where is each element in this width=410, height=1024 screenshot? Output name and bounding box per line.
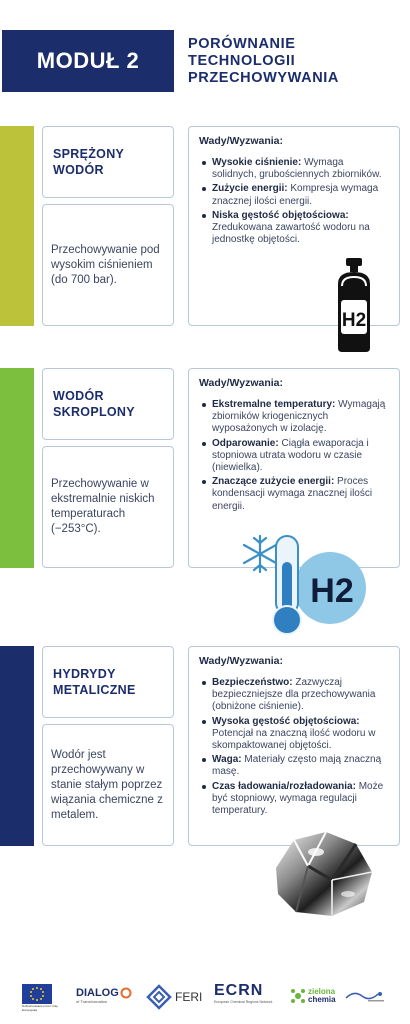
zielona-line: chemia [308, 995, 336, 1004]
item-label: Zużycie energii: [212, 183, 288, 195]
item-text: Ciągła ewaporacja i stopniowa utrata wodoru w czasie (niewielka). [212, 437, 369, 474]
footer-logos [0, 978, 410, 1020]
section-name-line: HYDRYDY [53, 667, 116, 681]
eu-caption: Dofinansowane przez Unię Europejską [22, 1004, 58, 1012]
ecrn-logo [214, 982, 272, 1004]
section-name-line: WODÓR [53, 389, 104, 403]
item-text: Materiały często mają znaczną masę. [212, 754, 382, 778]
section-stripe-navy [0, 646, 34, 846]
section-description-card [42, 724, 174, 846]
eu-logo [22, 984, 62, 1012]
cold-thermometer-h2-icon [240, 528, 370, 640]
h2-gas-cylinder-icon [328, 256, 380, 354]
feri-emblem-icon [146, 984, 172, 1010]
section-description-card [42, 446, 174, 568]
list-item [199, 781, 389, 818]
section-stripe-green [0, 368, 34, 568]
challenges-list [199, 677, 389, 817]
item-label: Waga: [212, 754, 242, 766]
subtitle-line: PRZECHOWYWANIA [188, 70, 339, 86]
zielona-chemia-logo [290, 988, 336, 1004]
module-badge [2, 30, 174, 92]
ecrn-caption: European Chemical Regions Network [214, 1000, 273, 1004]
challenges-list [199, 399, 389, 513]
item-label: Bezpieczeństwo: [212, 677, 293, 688]
dialog-wordmark: DIALOG [76, 987, 119, 999]
list-item [199, 716, 389, 753]
item-text: Wymagają zbiorników kriogenicznych wyposażonych w izolację. [212, 399, 386, 435]
eu-flag-icon [22, 984, 52, 1004]
section-description: Wodór jest przechowywany w stanie stałym poprzez wiązania chemiczne z metalem. [51, 748, 163, 821]
snowflake-icon [244, 536, 276, 572]
icon-label: H2 [341, 310, 367, 331]
dialog-ring-icon [120, 987, 132, 999]
list-item [199, 754, 389, 778]
item-label: Ekstremalne temperatury: [212, 399, 336, 410]
subtitle-line: PORÓWNANIE [188, 36, 296, 52]
molecule-icon [290, 988, 306, 1004]
section-name [53, 666, 136, 698]
item-label: Niska gęstość objętościowa: [212, 209, 349, 221]
item-text: Może być stopniowy, wymaga regulacji temperatury. [212, 780, 384, 817]
section-name-line: SKROPLONY [53, 405, 135, 419]
section-name-line: SPRĘŻONY [53, 147, 125, 161]
item-text: Proces kondensacji wymaga znacznej ilości energii. [212, 476, 373, 512]
ecrn-wordmark: ECRN [214, 982, 264, 999]
dialog-caption: of Transformation [76, 999, 108, 1004]
item-text: Wymaga solidnych, grubościennych zbiorników. [212, 157, 382, 181]
item-text: Kompresja wymaga znacznej ilości energii. [212, 183, 379, 207]
section-name-line: METALICZNE [53, 683, 136, 697]
section-name [53, 388, 135, 420]
module-title: MODUŁ 2 [36, 48, 140, 73]
section-description: Przechowywanie w ekstremalnie niskich temperaturach (−253°C). [51, 478, 155, 535]
list-item [199, 157, 389, 181]
item-label: Wysoka gęstość objętościowa: [212, 715, 360, 727]
item-label: Odparowanie: [212, 437, 279, 449]
section-name-line: WODÓR [53, 163, 104, 177]
dialog-logo [76, 987, 132, 1004]
feri-wordmark: FERI [175, 990, 203, 1004]
list-item [199, 438, 389, 475]
section-name [53, 146, 124, 178]
challenges-list [199, 157, 389, 246]
list-item [199, 399, 389, 436]
section-stripe-olive [0, 126, 34, 326]
page-subtitle [188, 36, 398, 87]
list-item [199, 183, 389, 207]
feri-logo [146, 984, 202, 1010]
section-name-card [42, 646, 174, 718]
item-label: Czas ładowania/rozładowania: [212, 780, 356, 792]
zielona-line: zielona [308, 987, 336, 996]
icon-label: H2 [310, 572, 354, 610]
list-item [199, 476, 389, 513]
partner-logo-icon [344, 988, 386, 1004]
item-label: Znaczące zużycie energii: [212, 476, 335, 488]
item-label: Wysokie ciśnienie: [212, 157, 302, 168]
section-name-card [42, 126, 174, 198]
challenges-title: Wady/Wyzwania: [199, 135, 284, 147]
metal-chunk-icon [268, 828, 378, 920]
subtitle-line: TECHNOLOGII [188, 53, 296, 69]
section-name-card [42, 368, 174, 440]
section-description-card [42, 204, 174, 326]
item-text: Zazwyczaj bezpieczniejsze dla przechowywania (obniżone ciśnienie). [212, 677, 376, 713]
list-item [199, 210, 389, 247]
challenges-title: Wady/Wyzwania: [199, 377, 284, 389]
item-text: Potencjał na znaczną ilość wodoru w skompaktowanej objętości. [212, 727, 376, 752]
section-challenges-card [188, 646, 400, 846]
section-description: Przechowywanie pod wysokim ciśnieniem (do 700 bar). [51, 243, 160, 286]
challenges-title: Wady/Wyzwania: [199, 655, 284, 667]
list-item [199, 677, 389, 714]
item-text: Zredukowana zawartość wodoru na jednostkę objętości. [212, 222, 370, 246]
